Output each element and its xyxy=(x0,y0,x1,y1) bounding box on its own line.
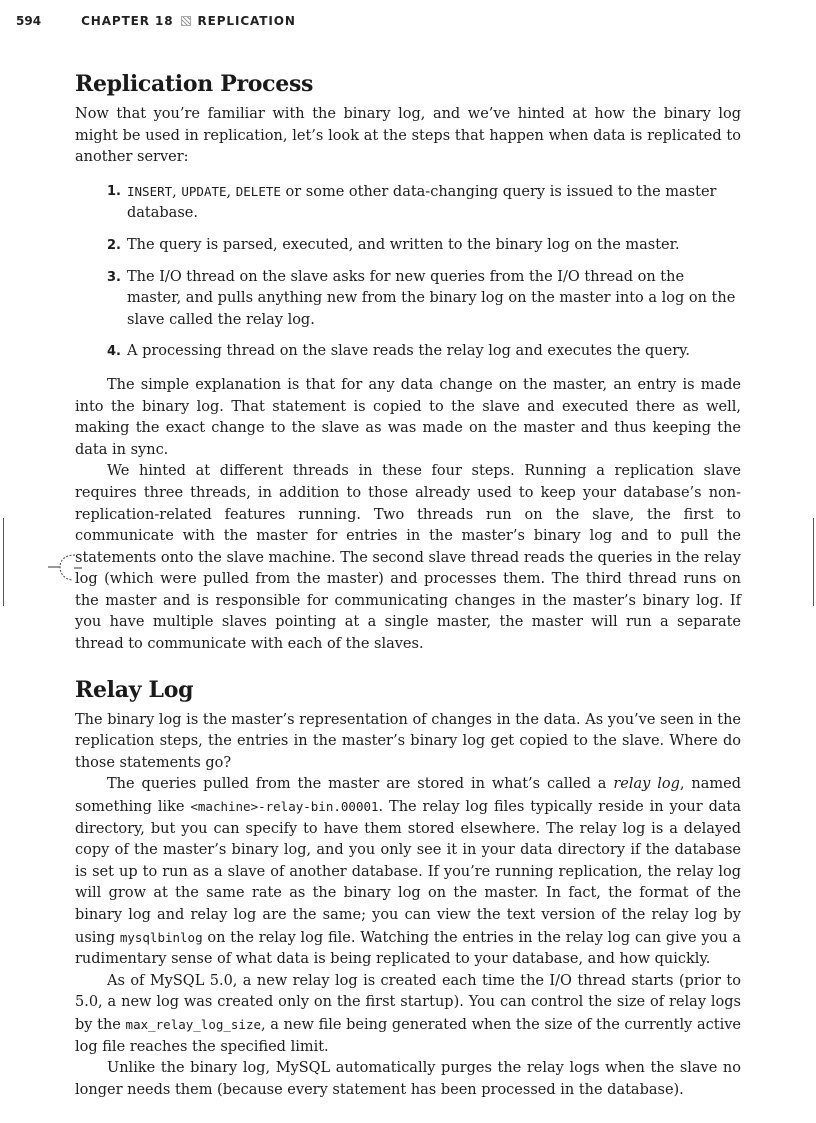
page-number: 594 xyxy=(16,14,42,28)
inline-code: mysqlbinlog xyxy=(119,929,203,945)
inline-code: INSERT xyxy=(127,183,173,199)
running-head xyxy=(16,12,296,30)
inline-code: max_relay_log_size xyxy=(125,1016,262,1032)
text-run: . The relay log files typically reside in your data directory, but you can specify to have them stored elsewhere. The relay log is a delayed copy of the master’s binary log, and you only see it in your data directory if the database is set up to run as a slave of another database. If you’re running replication, the relay log will grow at the same rate as the binary log on the master. In fact, the format of the binary log and relay log are the same; you can view the text version of the relay log by using xyxy=(75,799,741,946)
chapter-label: CHAPTER 18 xyxy=(81,14,174,28)
replication-steps-list xyxy=(75,181,741,363)
body-paragraph: The binary log is the master’s representation of changes in the data. As you’ve seen in the replication steps, the entries in the master’s binary log get copied to the slave. Where do those statements go? xyxy=(75,711,741,771)
emphasis-term: relay log xyxy=(613,776,680,793)
section-heading-replication-process: Replication Process xyxy=(75,71,314,97)
list-item xyxy=(75,181,741,225)
inline-code: UPDATE xyxy=(181,183,227,199)
left-margin-rule xyxy=(3,518,4,606)
body-paragraph: We hinted at different threads in these four steps. Running a replication slave requires three threads, in addition to those already used to keep your database’s non-replication-related features running. Two threads run on the slave, the first to communicate with the master for entries in the master’s binary log and to pull the statements onto the slave machine. The second slave thread reads the queries in the relay log (which were pulled from the master) and processes them. The third thread runs on the master and is responsible for communicating changes in the master’s binary log. If you have multiple slaves pointing at a single master, the master will run a separate thread to communicate with each of the slaves. xyxy=(75,463,741,653)
section-heading-relay-log: Relay Log xyxy=(75,676,194,703)
body-paragraph xyxy=(75,971,741,1058)
step-number: 2. xyxy=(107,237,121,253)
step-text: or some other data-changing query is issued to the master database. xyxy=(127,183,717,222)
page-content xyxy=(75,70,741,1101)
list-item xyxy=(75,235,741,257)
body-paragraph: Unlike the binary log, MySQL automatically purges the relay logs when the slave no longer needs them (because every statement has been processed in the database). xyxy=(75,1060,741,1098)
right-margin-rule xyxy=(813,518,814,606)
text-run: , named something like xyxy=(75,776,741,816)
text-run: , a new file being generated when the size of the currently active log file reaches the specified limit. xyxy=(75,1016,741,1055)
list-item xyxy=(75,341,741,363)
inline-code: DELETE xyxy=(235,183,281,199)
body-paragraph: The simple explanation is that for any data change on the master, an entry is made into the binary log. That statement is copied to the slave and executed there as well, making the exact change to the slave as was made on the master and thus keeping the data in sync. xyxy=(75,376,741,458)
step-text: The query is parsed, executed, and written to the binary log on the master. xyxy=(127,236,680,253)
text-run: The queries pulled from the master are stored in what’s called a xyxy=(107,776,614,793)
body-paragraph xyxy=(75,774,741,970)
step-number: 3. xyxy=(107,269,121,285)
text-run: on the relay log file. Watching the entries in the relay log can give you a rudimentary sense of what data is being replicated to your database, and how quickly. xyxy=(75,929,742,968)
header-separator-icon xyxy=(181,16,191,26)
separator-text: , xyxy=(226,183,236,200)
step-number: 4. xyxy=(107,344,121,360)
inline-code: <machine>-relay-bin.00001 xyxy=(190,799,379,815)
intro-paragraph: Now that you’re familiar with the binary log, and we’ve hinted at how the binary log might be used in replication, let’s look at the steps that happen when data is replicated to another server: xyxy=(75,106,741,166)
step-text: The I/O thread on the slave asks for new queries from the I/O thread on the master, and pulls anything new from the binary log on the master into a log on the slave called the relay log. xyxy=(127,268,736,328)
text-run: As of MySQL 5.0, a new relay log is created each time the I/O thread starts (prior to 5.0, a new log was created only on the first startup). You can control the size of relay logs by the xyxy=(75,972,741,1033)
step-text: A processing thread on the slave reads the relay log and executes the query. xyxy=(127,343,691,360)
step-number: 1. xyxy=(107,183,121,199)
separator-text: , xyxy=(172,183,182,200)
section-label: REPLICATION xyxy=(197,14,296,28)
list-item xyxy=(75,267,741,332)
